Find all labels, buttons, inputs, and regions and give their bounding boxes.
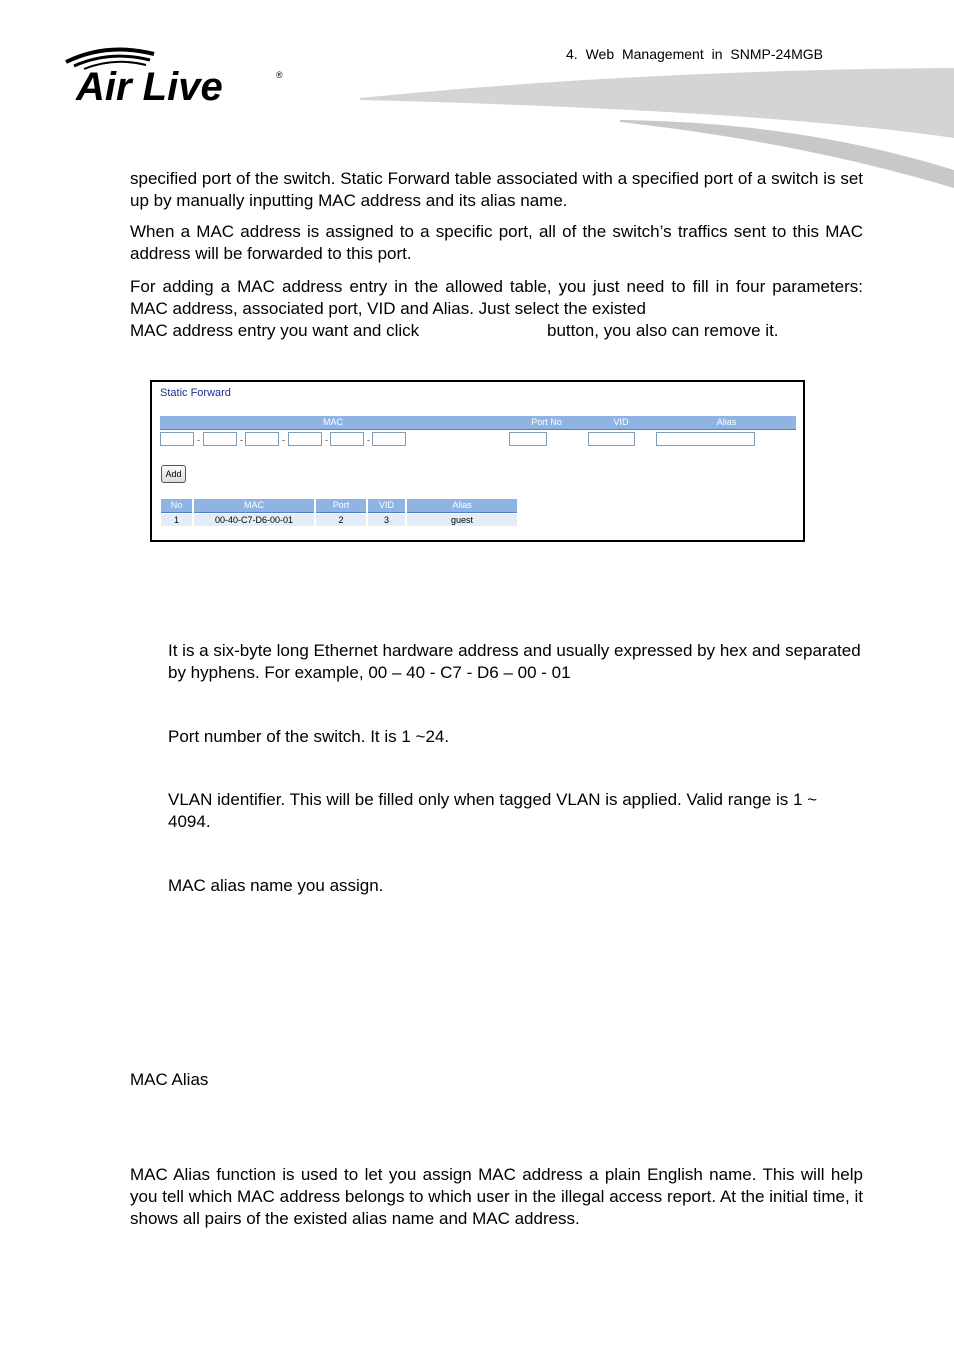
row-alias-cell: guest [407,514,517,526]
row-vid-cell: 3 [368,514,405,526]
intro-paragraph-3-click: MAC address entry you want and click [130,321,420,340]
mac-separator: - [240,435,243,445]
alias-input[interactable] [656,432,755,446]
svg-text:®: ® [276,70,283,80]
definition-alias: MAC alias name you assign. [168,876,384,895]
static-forward-title: Static Forward [160,387,231,399]
mac-octet-5-input[interactable] [330,432,364,446]
definition-mac: It is a six-byte long Ethernet hardware address and usually expressed by hex and separated by hyphens. For example, 00 – 40 - C7 - D6 – 00 - 01 [168,641,861,682]
table-header-mac: MAC [194,499,314,513]
vid-input[interactable] [588,432,635,446]
intro-paragraph-1: specified port of the switch. Static Forward table associated with a specified port of a switch is set up by manually inputting MAC address and its alias name. [130,169,863,210]
intro-paragraph-3: For adding a MAC address entry in the allowed table, you just need to fill in four parameters: MAC address, associated port, VID and Alias. Just select the existed [130,277,863,318]
table-header-alias: Alias [407,499,517,513]
mac-separator: - [197,435,200,445]
row-mac-cell: 00-40-C7-D6-00-01 [194,514,314,526]
table-header-vid: VID [368,499,405,513]
row-no-cell: 1 [161,514,192,526]
port-no-input[interactable] [509,432,547,446]
mac-alias-heading: MAC Alias [130,1070,209,1089]
mac-octet-2-input[interactable] [203,432,237,446]
static-forward-panel [150,380,805,542]
intro-paragraph-3-remove: button, you also can remove it. [547,321,779,340]
form-header-port: Port No [508,416,585,430]
mac-separator: - [325,435,328,445]
page-header-title: 4. Web Management in SNMP-24MGB [566,46,823,62]
mac-separator: - [282,435,285,445]
svg-text:Air Live: Air Live [76,65,223,109]
mac-alias-paragraph: MAC Alias function is used to let you assign MAC address a plain English name. This will help you tell which MAC address belongs to which user in the illegal access report. At the initial time, it shows all pairs of the existed alias name and MAC address. [130,1165,863,1228]
form-header-vid: VID [587,416,655,430]
form-header-mac: MAC [160,416,506,430]
table-header-port: Port [316,499,366,513]
definition-vid: VLAN identifier. This will be filled only when tagged VLAN is applied. Valid range is 1 ~ 4094. [168,790,818,831]
mac-separator: - [367,435,370,445]
definition-port: Port number of the switch. It is 1 ~24. [168,727,450,746]
table-header-no: No [161,499,192,513]
intro-paragraph-2: When a MAC address is assigned to a specific port, all of the switch’s traffics sent to this MAC address will be forwarded to this port. [130,222,863,263]
mac-octet-3-input[interactable] [245,432,279,446]
add-button[interactable]: Add [161,465,186,483]
airlive-logo [62,40,292,110]
mac-octet-4-input[interactable] [288,432,322,446]
mac-octet-1-input[interactable] [160,432,194,446]
row-port-cell: 2 [316,514,366,526]
form-header-alias: Alias [657,416,796,430]
mac-octet-6-input[interactable] [372,432,406,446]
